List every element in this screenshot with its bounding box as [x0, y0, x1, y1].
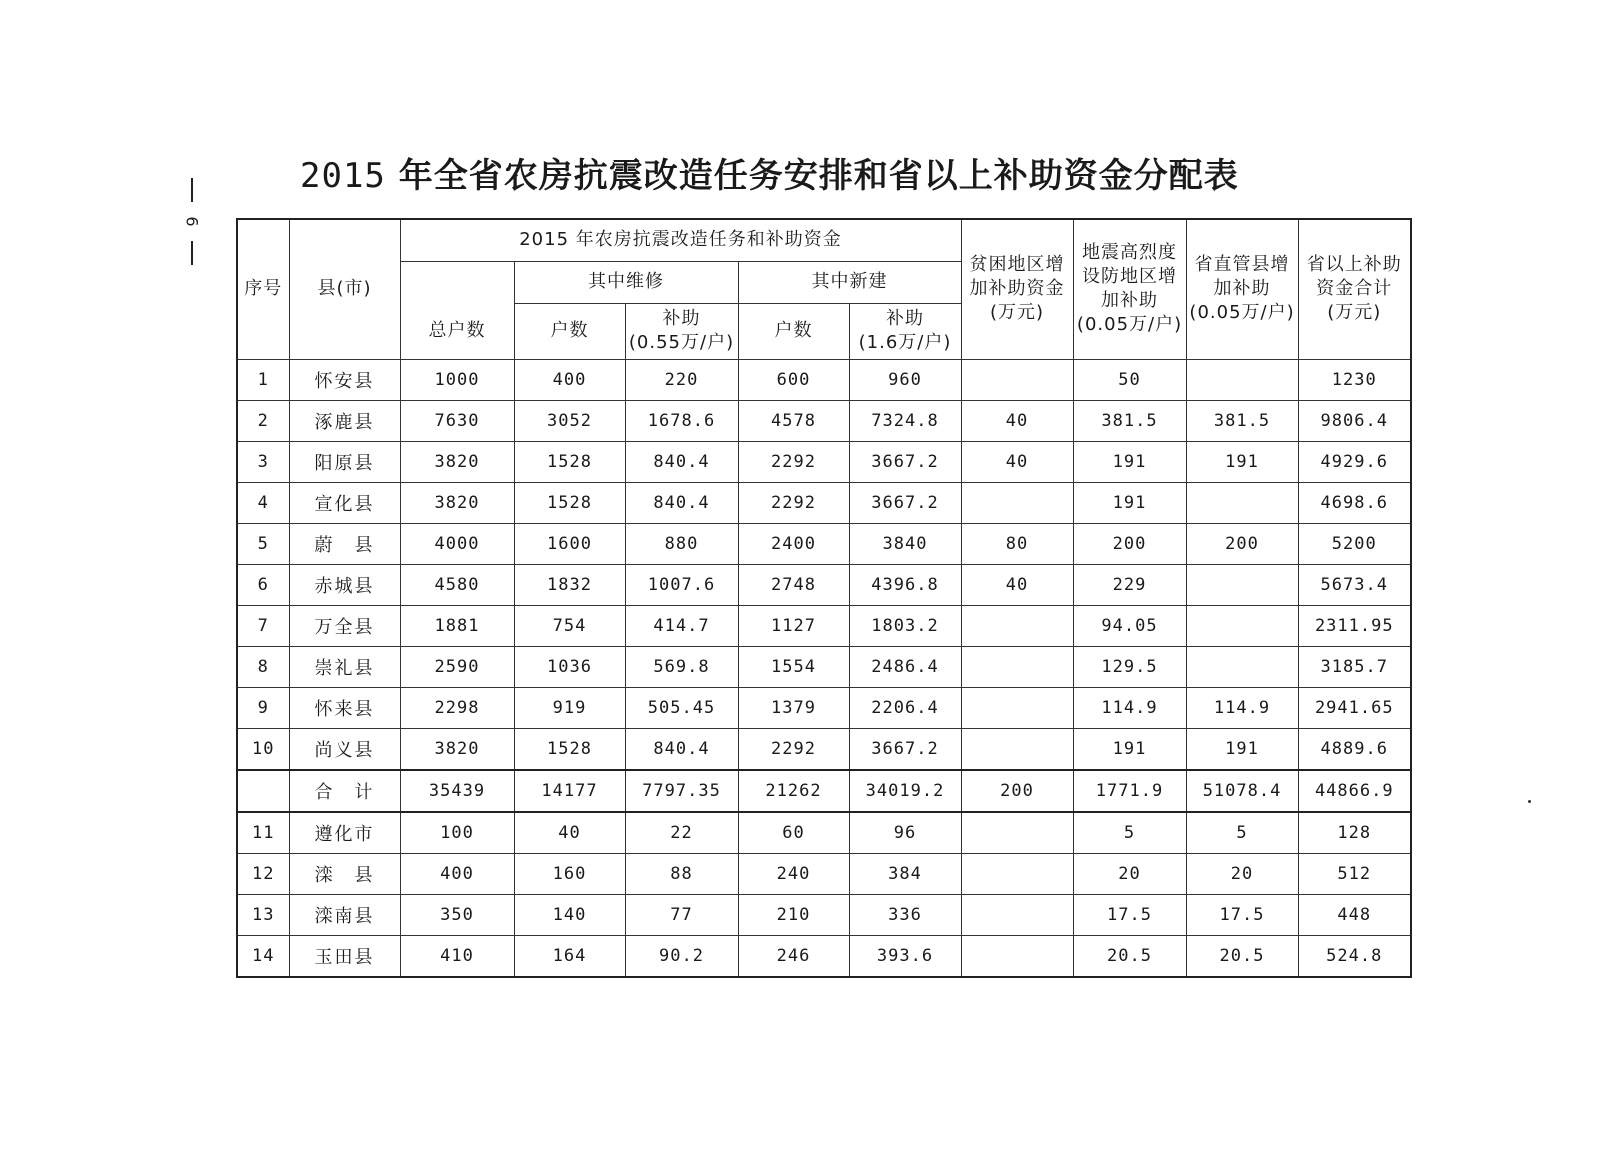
cell-new-subsidy: 3667.2 [849, 482, 961, 523]
cell-total-households: 2298 [400, 687, 514, 728]
cell-county: 宣化县 [289, 482, 400, 523]
cell-seq: 8 [237, 646, 289, 687]
cell-repair-subsidy: 7797.35 [625, 770, 738, 812]
cell-repair-households: 754 [514, 605, 625, 646]
cell-poverty: 200 [961, 770, 1073, 812]
cell-seq: 7 [237, 605, 289, 646]
cell-county: 赤城县 [289, 564, 400, 605]
cell-new-subsidy: 1803.2 [849, 605, 961, 646]
cell-total: 3185.7 [1298, 646, 1411, 687]
cell-seq: 4 [237, 482, 289, 523]
cell-poverty [961, 853, 1073, 894]
scan-speck [1528, 800, 1531, 803]
cell-repair-subsidy: 22 [625, 812, 738, 854]
cell-poverty [961, 482, 1073, 523]
cell-seq: 12 [237, 853, 289, 894]
cell-repair-households: 3052 [514, 400, 625, 441]
cell-county: 蔚 县 [289, 523, 400, 564]
cell-new-subsidy: 2206.4 [849, 687, 961, 728]
cell-quake: 114.9 [1073, 687, 1186, 728]
cell-new-households: 60 [738, 812, 849, 854]
cell-total: 5673.4 [1298, 564, 1411, 605]
cell-direct: 191 [1186, 441, 1298, 482]
page-number-dash-top [191, 178, 193, 202]
cell-poverty [961, 687, 1073, 728]
cell-total: 128 [1298, 812, 1411, 854]
table-row [237, 812, 1411, 854]
cell-repair-households: 40 [514, 812, 625, 854]
header-blank [400, 261, 514, 303]
header-group-new: 其中新建 [738, 261, 961, 303]
cell-direct: 200 [1186, 523, 1298, 564]
cell-direct: 114.9 [1186, 687, 1298, 728]
cell-new-households: 2748 [738, 564, 849, 605]
subtotal-row [237, 770, 1411, 812]
header-county: 县(市) [289, 219, 400, 359]
cell-quake: 381.5 [1073, 400, 1186, 441]
cell-quake: 50 [1073, 359, 1186, 400]
table-row [237, 523, 1411, 564]
cell-new-subsidy: 960 [849, 359, 961, 400]
cell-repair-subsidy: 840.4 [625, 482, 738, 523]
header-repair-households: 户数 [514, 303, 625, 359]
table-row [237, 441, 1411, 482]
cell-direct: 51078.4 [1186, 770, 1298, 812]
cell-direct: 17.5 [1186, 894, 1298, 935]
cell-repair-households: 1528 [514, 482, 625, 523]
cell-total-households: 400 [400, 853, 514, 894]
cell-repair-households: 1528 [514, 728, 625, 770]
cell-total-households: 2590 [400, 646, 514, 687]
header-repair-subsidy-label: 补助 [662, 308, 701, 329]
cell-new-households: 1127 [738, 605, 849, 646]
header-repair-subsidy-unit: (0.55万/户) [628, 332, 735, 353]
cell-total: 5200 [1298, 523, 1411, 564]
table-body [237, 359, 1411, 977]
cell-poverty: 40 [961, 441, 1073, 482]
header-group-repair: 其中维修 [514, 261, 738, 303]
cell-seq: 2 [237, 400, 289, 441]
cell-new-subsidy: 96 [849, 812, 961, 854]
cell-total-households: 3820 [400, 728, 514, 770]
cell-total: 448 [1298, 894, 1411, 935]
cell-quake: 20.5 [1073, 935, 1186, 977]
table-row [237, 564, 1411, 605]
cell-county: 滦南县 [289, 894, 400, 935]
cell-direct [1186, 605, 1298, 646]
cell-new-households: 1379 [738, 687, 849, 728]
table-row [237, 894, 1411, 935]
cell-direct [1186, 646, 1298, 687]
cell-new-households: 21262 [738, 770, 849, 812]
cell-direct [1186, 482, 1298, 523]
cell-seq: 10 [237, 728, 289, 770]
header-direct-unit: (0.05万/户) [1189, 302, 1295, 324]
page-number-marker [180, 178, 204, 265]
header-total-households: 总户数 [400, 303, 514, 359]
cell-new-subsidy: 3667.2 [849, 728, 961, 770]
cell-repair-subsidy: 569.8 [625, 646, 738, 687]
table-row [237, 605, 1411, 646]
cell-repair-subsidy: 414.7 [625, 605, 738, 646]
cell-county: 怀来县 [289, 687, 400, 728]
cell-total: 1230 [1298, 359, 1411, 400]
table-row [237, 687, 1411, 728]
cell-direct [1186, 564, 1298, 605]
cell-poverty [961, 646, 1073, 687]
cell-seq: 3 [237, 441, 289, 482]
header-quake [1073, 219, 1186, 359]
cell-seq: 6 [237, 564, 289, 605]
page-number: 6 [182, 216, 202, 227]
title-year: 2015 [300, 156, 386, 196]
cell-new-households: 1554 [738, 646, 849, 687]
header-direct [1186, 219, 1298, 359]
header-group-task: 2015 年农房抗震改造任务和补助资金 [400, 219, 961, 261]
cell-poverty [961, 605, 1073, 646]
cell-quake: 229 [1073, 564, 1186, 605]
cell-total: 4698.6 [1298, 482, 1411, 523]
cell-repair-households: 1036 [514, 646, 625, 687]
cell-new-subsidy: 3840 [849, 523, 961, 564]
cell-repair-subsidy: 1678.6 [625, 400, 738, 441]
document-title [300, 148, 1360, 197]
cell-quake: 200 [1073, 523, 1186, 564]
header-repair-subsidy [625, 303, 738, 359]
cell-seq: 14 [237, 935, 289, 977]
cell-repair-households: 1832 [514, 564, 625, 605]
title-text: 年全省农房抗震改造任务安排和省以上补助资金分配表 [385, 156, 1239, 196]
cell-direct [1186, 359, 1298, 400]
cell-county: 滦 县 [289, 853, 400, 894]
cell-total-households: 3820 [400, 482, 514, 523]
cell-repair-subsidy: 840.4 [625, 441, 738, 482]
cell-county: 合 计 [289, 770, 400, 812]
cell-quake: 20 [1073, 853, 1186, 894]
table-row [237, 935, 1411, 977]
cell-new-subsidy: 34019.2 [849, 770, 961, 812]
cell-total: 2941.65 [1298, 687, 1411, 728]
cell-repair-subsidy: 77 [625, 894, 738, 935]
header-poverty-text: 贫困地区增加补助资金(万元) [969, 254, 1065, 324]
cell-poverty: 40 [961, 564, 1073, 605]
cell-county: 怀安县 [289, 359, 400, 400]
cell-total: 524.8 [1298, 935, 1411, 977]
cell-seq [237, 770, 289, 812]
cell-quake: 5 [1073, 812, 1186, 854]
cell-poverty [961, 359, 1073, 400]
cell-new-households: 4578 [738, 400, 849, 441]
cell-new-households: 2400 [738, 523, 849, 564]
cell-repair-subsidy: 880 [625, 523, 738, 564]
cell-county: 崇礼县 [289, 646, 400, 687]
cell-direct: 381.5 [1186, 400, 1298, 441]
cell-total: 512 [1298, 853, 1411, 894]
table-row [237, 482, 1411, 523]
header-quake-unit: (0.05万/户) [1076, 314, 1183, 336]
cell-poverty [961, 812, 1073, 854]
cell-seq: 11 [237, 812, 289, 854]
cell-repair-households: 160 [514, 853, 625, 894]
cell-total-households: 35439 [400, 770, 514, 812]
header-new-subsidy [849, 303, 961, 359]
cell-repair-households: 140 [514, 894, 625, 935]
cell-new-subsidy: 336 [849, 894, 961, 935]
cell-new-subsidy: 2486.4 [849, 646, 961, 687]
cell-quake: 94.05 [1073, 605, 1186, 646]
cell-new-subsidy: 384 [849, 853, 961, 894]
cell-total: 44866.9 [1298, 770, 1411, 812]
header-direct-text: 省直管县增加补助 [1194, 254, 1290, 300]
cell-repair-subsidy: 505.45 [625, 687, 738, 728]
cell-repair-households: 400 [514, 359, 625, 400]
page-number-dash-bottom [191, 241, 193, 265]
cell-new-households: 2292 [738, 441, 849, 482]
cell-repair-subsidy: 90.2 [625, 935, 738, 977]
cell-county: 涿鹿县 [289, 400, 400, 441]
header-seq: 序号 [237, 219, 289, 359]
cell-quake: 1771.9 [1073, 770, 1186, 812]
cell-seq: 13 [237, 894, 289, 935]
table-row [237, 400, 1411, 441]
cell-new-households: 2292 [738, 482, 849, 523]
cell-repair-households: 14177 [514, 770, 625, 812]
cell-repair-subsidy: 220 [625, 359, 738, 400]
cell-total: 4929.6 [1298, 441, 1411, 482]
cell-total: 2311.95 [1298, 605, 1411, 646]
cell-county: 遵化市 [289, 812, 400, 854]
table-header [237, 219, 1411, 359]
cell-total: 4889.6 [1298, 728, 1411, 770]
cell-direct: 5 [1186, 812, 1298, 854]
cell-county: 玉田县 [289, 935, 400, 977]
cell-county: 阳原县 [289, 441, 400, 482]
cell-new-subsidy: 7324.8 [849, 400, 961, 441]
cell-county: 万全县 [289, 605, 400, 646]
cell-quake: 191 [1073, 728, 1186, 770]
cell-total-households: 4000 [400, 523, 514, 564]
allocation-table [236, 218, 1412, 978]
cell-county: 尚义县 [289, 728, 400, 770]
cell-poverty: 40 [961, 400, 1073, 441]
cell-quake: 191 [1073, 482, 1186, 523]
cell-repair-households: 1528 [514, 441, 625, 482]
cell-total-households: 1000 [400, 359, 514, 400]
cell-repair-subsidy: 1007.6 [625, 564, 738, 605]
cell-poverty [961, 935, 1073, 977]
cell-total-households: 350 [400, 894, 514, 935]
cell-total-households: 410 [400, 935, 514, 977]
cell-new-households: 240 [738, 853, 849, 894]
cell-quake: 191 [1073, 441, 1186, 482]
table-row [237, 359, 1411, 400]
cell-repair-subsidy: 88 [625, 853, 738, 894]
cell-total: 9806.4 [1298, 400, 1411, 441]
table-row [237, 728, 1411, 770]
cell-poverty [961, 894, 1073, 935]
cell-seq: 5 [237, 523, 289, 564]
cell-repair-subsidy: 840.4 [625, 728, 738, 770]
cell-seq: 1 [237, 359, 289, 400]
cell-poverty [961, 728, 1073, 770]
header-new-subsidy-unit: (1.6万/户) [858, 332, 952, 353]
cell-seq: 9 [237, 687, 289, 728]
cell-new-households: 600 [738, 359, 849, 400]
cell-direct: 20.5 [1186, 935, 1298, 977]
cell-poverty: 80 [961, 523, 1073, 564]
cell-new-subsidy: 4396.8 [849, 564, 961, 605]
cell-total-households: 3820 [400, 441, 514, 482]
header-total [1298, 219, 1411, 359]
header-poverty [961, 219, 1073, 359]
table-row [237, 646, 1411, 687]
header-new-subsidy-label: 补助 [886, 308, 924, 329]
cell-new-households: 2292 [738, 728, 849, 770]
cell-repair-households: 1600 [514, 523, 625, 564]
table-row [237, 853, 1411, 894]
cell-new-households: 210 [738, 894, 849, 935]
cell-total-households: 100 [400, 812, 514, 854]
cell-quake: 129.5 [1073, 646, 1186, 687]
cell-total-households: 1881 [400, 605, 514, 646]
cell-direct: 20 [1186, 853, 1298, 894]
header-new-households: 户数 [738, 303, 849, 359]
cell-total-households: 7630 [400, 400, 514, 441]
header-total-text: 省以上补助资金合计(万元) [1306, 254, 1402, 324]
cell-new-subsidy: 393.6 [849, 935, 961, 977]
cell-quake: 17.5 [1073, 894, 1186, 935]
cell-new-households: 246 [738, 935, 849, 977]
cell-direct: 191 [1186, 728, 1298, 770]
cell-total-households: 4580 [400, 564, 514, 605]
cell-repair-households: 919 [514, 687, 625, 728]
cell-new-subsidy: 3667.2 [849, 441, 961, 482]
cell-repair-households: 164 [514, 935, 625, 977]
header-quake-text: 地震高烈度设防地区增加补助 [1082, 242, 1178, 312]
